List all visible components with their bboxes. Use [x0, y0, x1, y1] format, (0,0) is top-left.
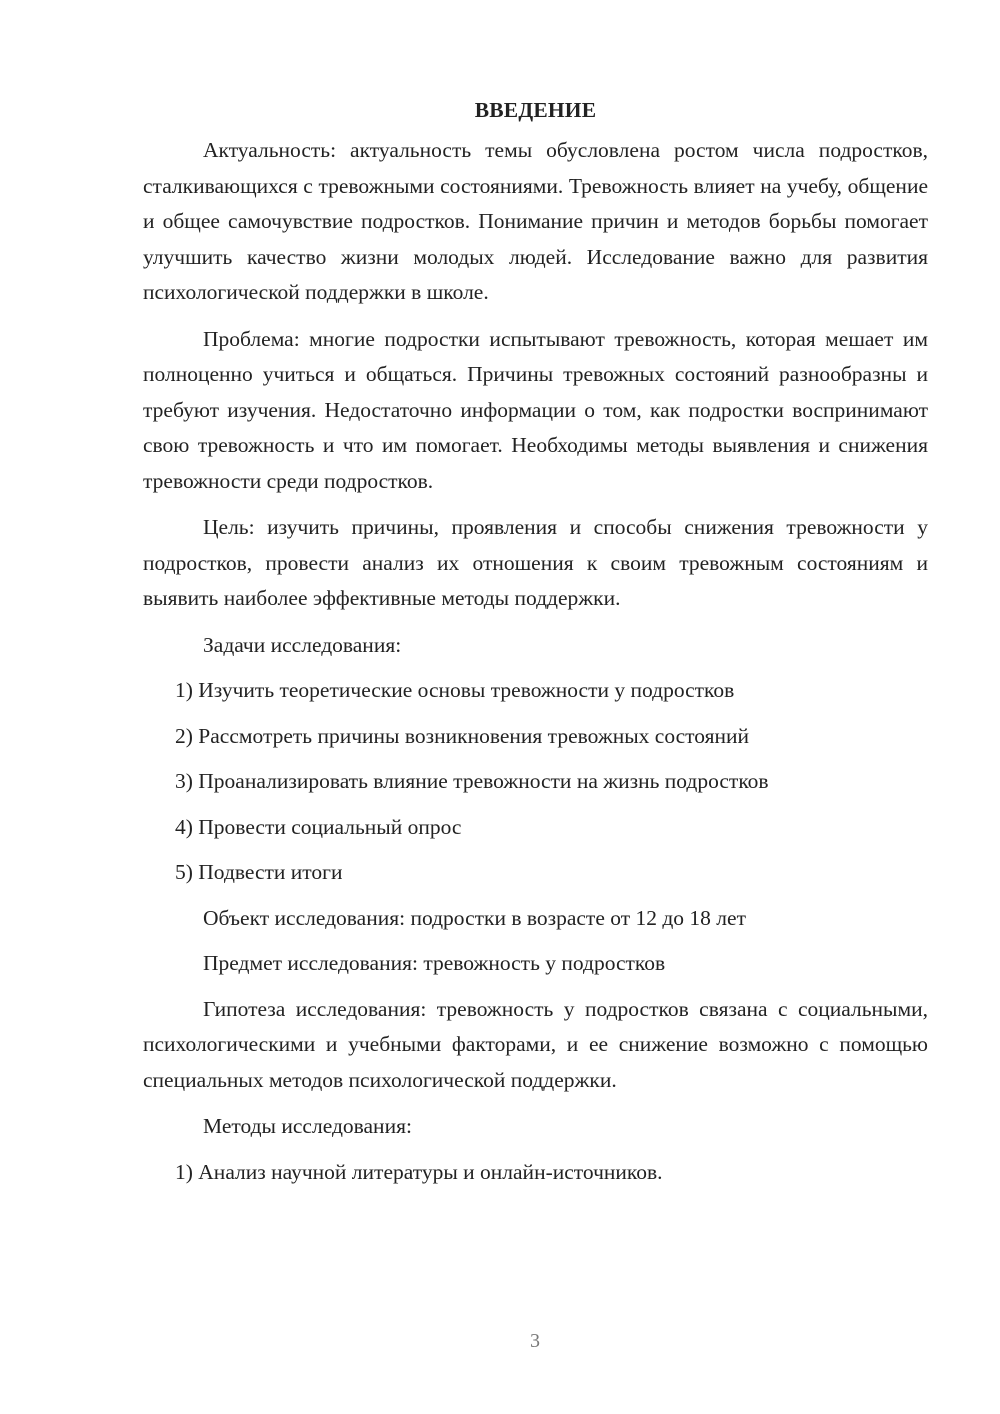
task-item: 4) Провести социальный опрос	[175, 814, 462, 839]
problem-paragraph: Проблема: многие подростки испытывают тревожность, которая мешает им полноценно учиться и общаться. Причины тревожных состояний разнообразны и требуют изучения. Недостаточно информации о том, как подростки воспринимают свою тревожность и что им помогает. Необходимы методы выявления и снижения тревожности среди подростков.	[143, 326, 928, 493]
page-body	[143, 92, 928, 1200]
research-subject: Предмет исследования: тревожность у подростков	[203, 951, 666, 975]
methods-list	[143, 1155, 928, 1191]
relevance-paragraph: Актуальность: актуальность темы обусловлена ростом числа подростков, сталкивающихся с тревожными состояниями. Тревожность влияет на учебу, общение и общее самочувствие подростков. Понимание причин и методов борьбы помогает улучшить качество жизни молодых людей. Исследование важно для развития психологической поддержки в школе.	[143, 138, 928, 304]
methods-heading: Методы исследования:	[203, 1114, 412, 1138]
task-item: 2) Рассмотреть причины возникновения тревожных состояний	[175, 723, 750, 748]
goal-paragraph: Цель: изучить причины, проявления и способы снижения тревожности у подростков, провести анализ их отношения к своим тревожным состояниям и выявить наиболее эффективные методы поддержки.	[143, 515, 928, 610]
tasks-heading: Задачи исследования:	[203, 632, 402, 657]
task-item: 5) Подвести итоги	[175, 860, 343, 884]
tasks-list	[143, 673, 928, 891]
task-item: 1) Изучить теоретические основы тревожности у подростков	[175, 678, 735, 702]
page-number: 3	[530, 1330, 540, 1352]
hypothesis-paragraph: Гипотеза исследования: тревожность у подростков связана с социальными, психологическими и учебными факторами, и ее снижение возможно с помощью специальных методов психологической поддержки.	[143, 996, 928, 1092]
section-title: ВВЕДЕНИЕ	[474, 98, 597, 122]
method-item: 1) Анализ научной литературы и онлайн-источников.	[175, 1159, 663, 1184]
task-item: 3) Проанализировать влияние тревожности на жизнь подростков	[175, 769, 769, 793]
research-object: Объект исследования: подростки в возрасте от 12 до 18 лет	[203, 905, 746, 930]
